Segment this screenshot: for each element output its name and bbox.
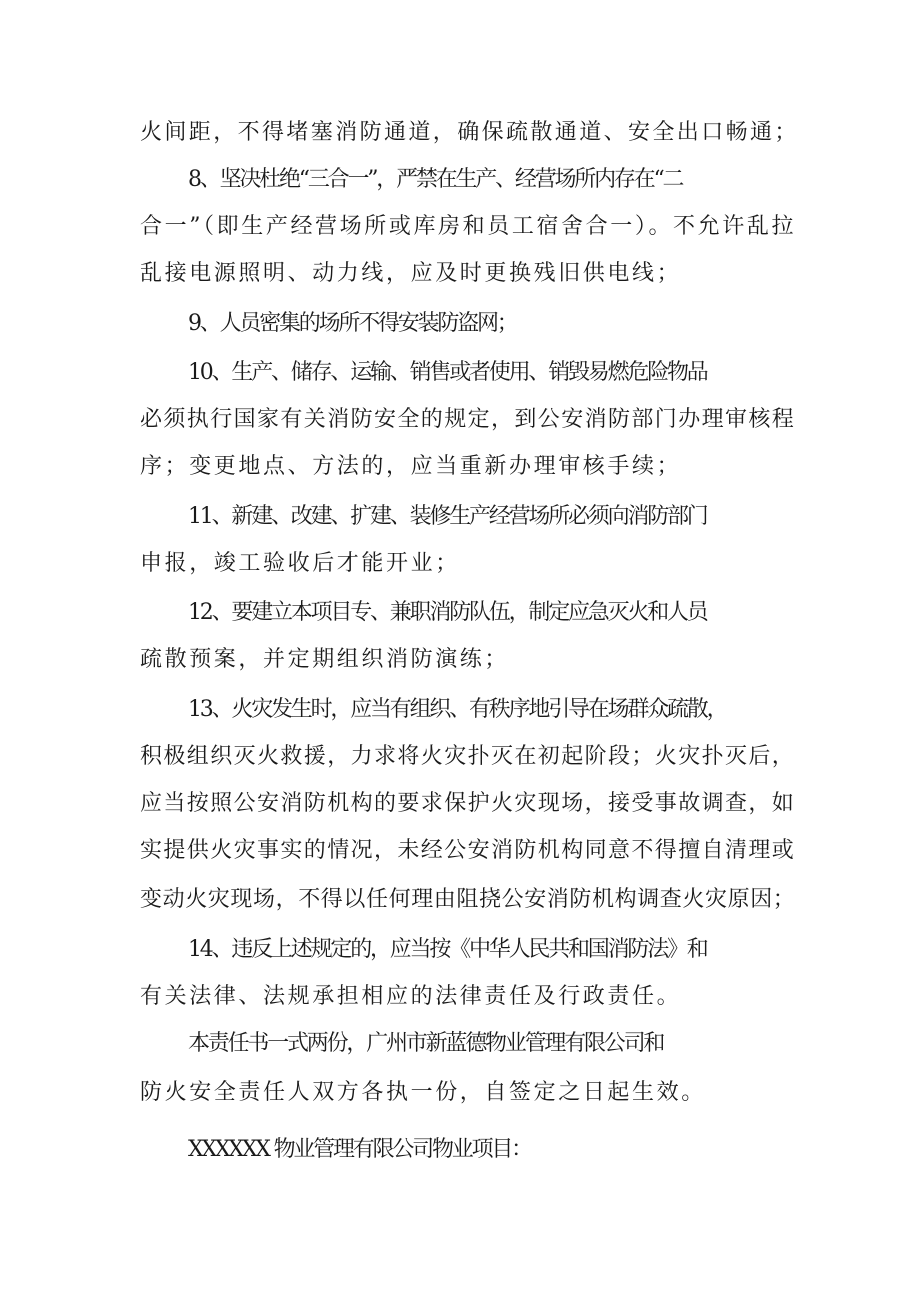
- text-line: 序；变更地点、方法的，应当重新办理审核手续；: [140, 454, 682, 479]
- text-line: 积极组织灭火救援，力求将火灾扑灭在初起阶段；火灾扑灭后，: [140, 744, 796, 769]
- text-line: 13、火灾发生时，应当有组织、有秩序地引导在场群众疏散，: [188, 697, 727, 722]
- text-line: 11、新建、改建、扩建、装修生产经营场所必须向消防部门: [188, 504, 707, 529]
- text-line: 有关法律、法规承担相应的法律责任及行政责任。: [140, 984, 682, 1009]
- text-line: 10、生产、储存、运输、销售或者使用、销毁易燃危险物品: [188, 360, 707, 385]
- text-line: 申报，竣工验收后才能开业；: [140, 551, 460, 576]
- text-line: 防火安全责任人双方各执一份，自签定之日起生效。: [140, 1080, 706, 1105]
- text-line: 本责任书一式两份，广州市新蓝德物业管理有限公司和: [188, 1031, 664, 1056]
- text-line: 实提供火灾事实的情况，未经公安消防机构同意不得擅自清理或: [140, 838, 796, 863]
- signature-line: XXXXXX 物业管理有限公司物业项目：: [188, 1137, 531, 1162]
- text-line: 14、违反上述规定的，应当按《中华人民共和国消防法》和: [188, 937, 707, 962]
- text-line: 疏散预案，并定期组织消防演练；: [140, 647, 510, 672]
- text-line: 火间距，不得堵塞消防通道，确保疏散通道、安全出口畅通；: [140, 120, 799, 145]
- text-line: 12、要建立本项目专、兼职消防队伍，制定应急灭火和人员: [188, 600, 707, 625]
- text-line: 8、坚决杜绝“三合一”，严禁在生产、经营场所内存在“二: [188, 167, 683, 192]
- text-line: 必须执行国家有关消防安全的规定，到公安消防部门办理审核程: [140, 407, 796, 432]
- text-line: 9、人员密集的场所不得安装防盗网；: [188, 311, 517, 336]
- text-line: 变动火灾现场，不得以任何理由阻挠公安消防机构调查火灾原因；: [140, 887, 796, 912]
- text-line: 乱接电源照明、动力线，应及时更换残旧供电线；: [140, 261, 682, 286]
- text-line: 应当按照公安消防机构的要求保护火灾现场，接受事故调查，如: [140, 791, 796, 816]
- text-line: 合一”（即生产经营场所或库房和员工宿舍合一）。不允许乱拉: [140, 214, 797, 239]
